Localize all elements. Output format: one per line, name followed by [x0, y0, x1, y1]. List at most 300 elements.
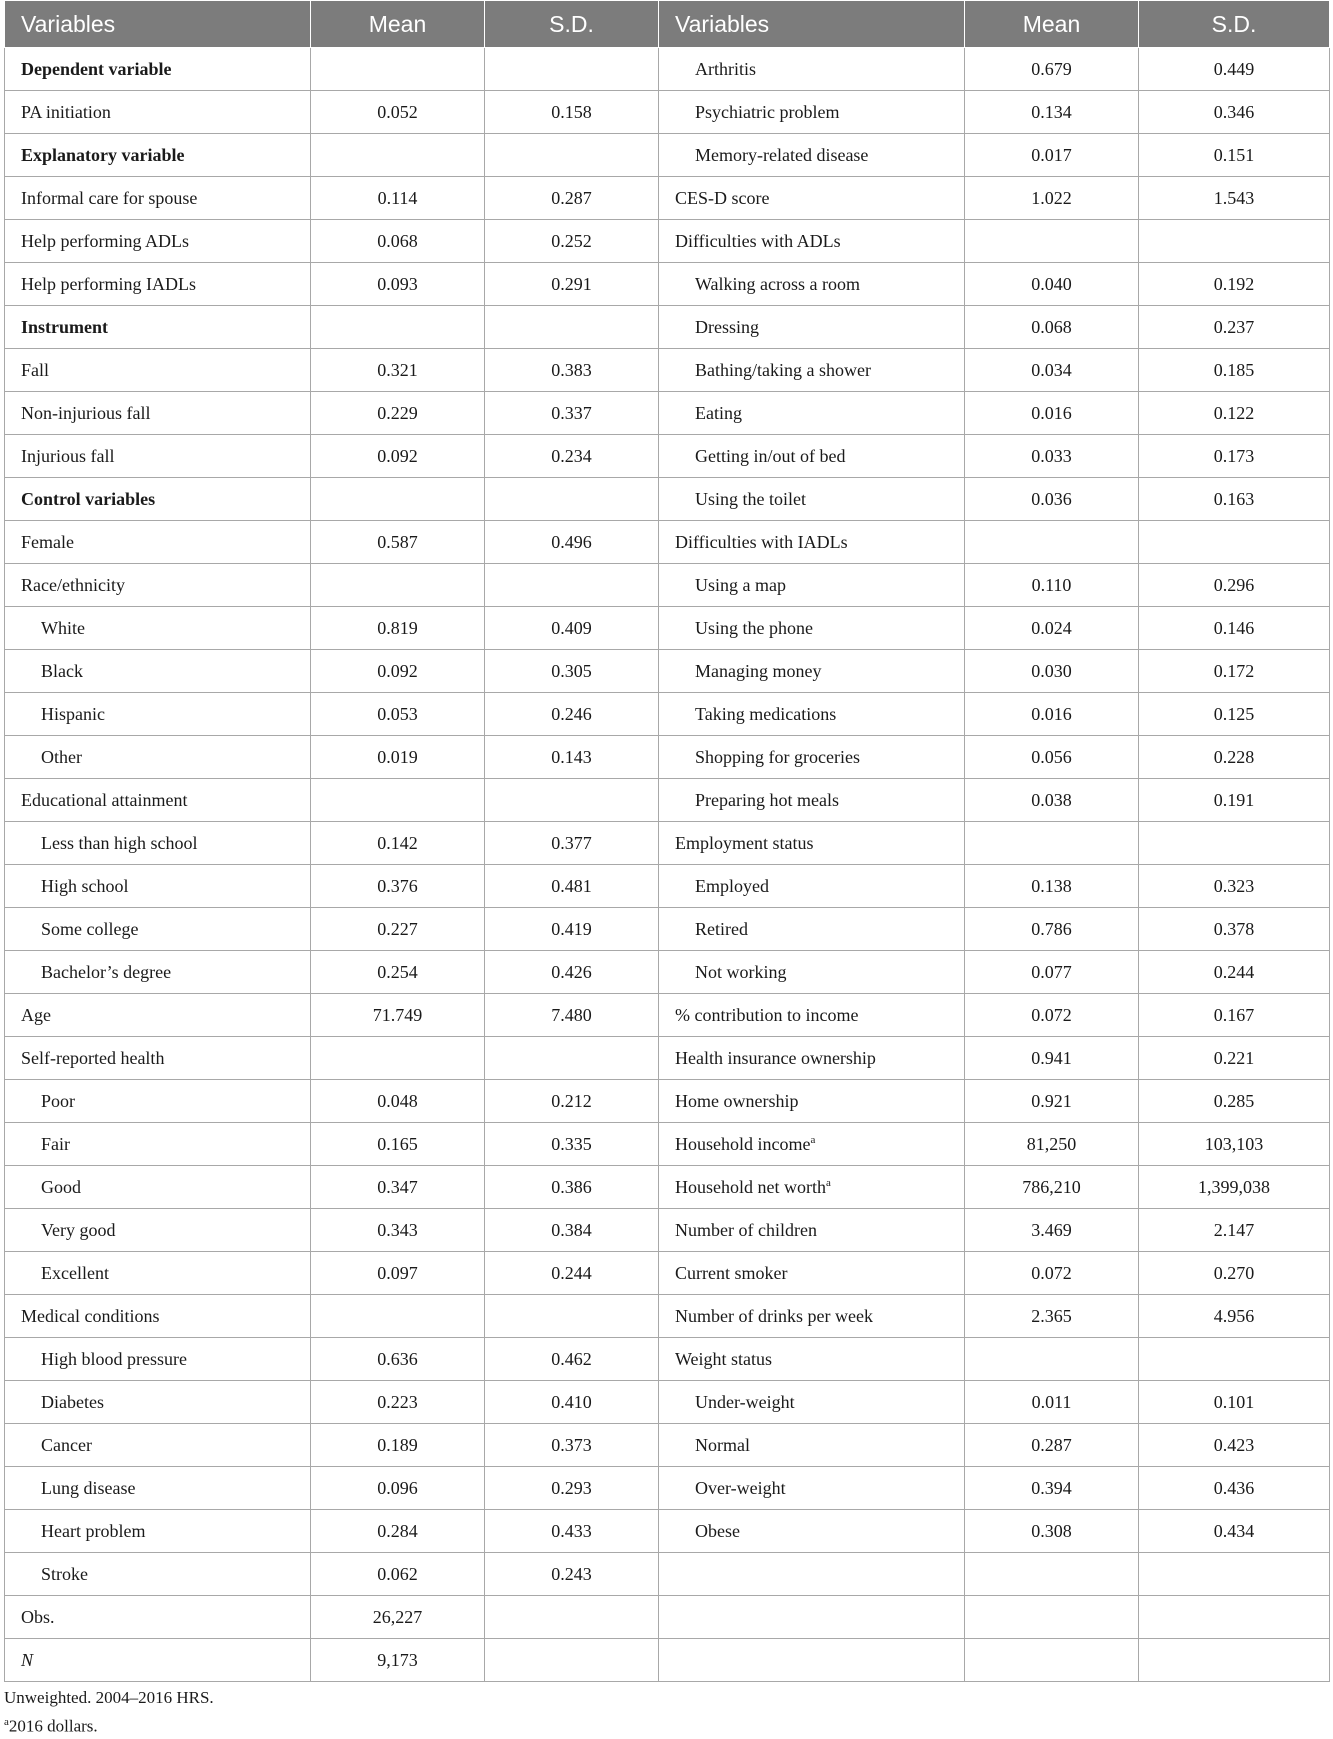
- sd-value-left: 0.384: [485, 1209, 659, 1252]
- variable-label-right: [659, 521, 965, 564]
- variable-label-left: [5, 1123, 311, 1166]
- variable-label-left: [5, 349, 311, 392]
- variable-label-left: [5, 736, 311, 779]
- variable-label-right: [659, 951, 965, 994]
- sd-value-left: [485, 134, 659, 177]
- mean-value-left: 9,173: [311, 1639, 485, 1682]
- sd-value-left: 0.433: [485, 1510, 659, 1553]
- mean-value-right: 0.077: [965, 951, 1139, 994]
- variable-label-left: [5, 435, 311, 478]
- mean-value-left: 0.092: [311, 435, 485, 478]
- sd-value-left: 0.337: [485, 392, 659, 435]
- variable-label-left: [5, 478, 311, 521]
- table-row: [5, 349, 1330, 392]
- variable-label-text: Walking across a room: [695, 273, 861, 294]
- sd-value-left: 0.383: [485, 349, 659, 392]
- footnote-source: Unweighted. 2004–2016 HRS.: [4, 1688, 214, 1707]
- sd-value-right: 4.956: [1139, 1295, 1330, 1338]
- variable-label-right: [659, 994, 965, 1037]
- variable-label-left: [5, 1553, 311, 1596]
- variable-label-right: [659, 91, 965, 134]
- table-row: [5, 1639, 1330, 1682]
- mean-value-left: 0.376: [311, 865, 485, 908]
- mean-value-right: 3.469: [965, 1209, 1139, 1252]
- mean-value-right: 0.017: [965, 134, 1139, 177]
- variable-label-left: [5, 1596, 311, 1639]
- mean-value-left: 0.284: [311, 1510, 485, 1553]
- variable-label-left: [5, 263, 311, 306]
- variable-label-right: [659, 1510, 965, 1553]
- variable-label-left: [5, 1467, 311, 1510]
- variable-label-text: Using the toilet: [695, 488, 806, 509]
- variable-label-left: [5, 822, 311, 865]
- sd-value-left: 0.243: [485, 1553, 659, 1596]
- variable-label-left: [5, 521, 311, 564]
- variable-label-text: Dependent variable: [21, 58, 172, 79]
- variable-label-right: [659, 1338, 965, 1381]
- sd-value-right: 0.191: [1139, 779, 1330, 822]
- footnote-dollars-text: 2016 dollars.: [8, 1716, 98, 1736]
- mean-value-left: [311, 48, 485, 91]
- table-row: [5, 994, 1330, 1037]
- table-row: [5, 1338, 1330, 1381]
- mean-value-right: 0.138: [965, 865, 1139, 908]
- sd-value-left: 0.481: [485, 865, 659, 908]
- variable-label-right: [659, 1639, 965, 1682]
- sd-value-right: [1139, 220, 1330, 263]
- table-row: [5, 1553, 1330, 1596]
- variable-label-right: [659, 435, 965, 478]
- mean-value-right: 0.308: [965, 1510, 1139, 1553]
- mean-value-left: 0.223: [311, 1381, 485, 1424]
- mean-value-right: 0.033: [965, 435, 1139, 478]
- variable-label-left: [5, 1166, 311, 1209]
- table-row: [5, 1037, 1330, 1080]
- sd-value-right: [1139, 1553, 1330, 1596]
- mean-value-left: [311, 779, 485, 822]
- variable-label-text: Poor: [41, 1090, 76, 1111]
- sd-value-left: 0.386: [485, 1166, 659, 1209]
- mean-value-right: [965, 1639, 1139, 1682]
- table-row: [5, 1080, 1330, 1123]
- variable-label-text: Fair: [41, 1133, 70, 1154]
- mean-value-right: 786,210: [965, 1166, 1139, 1209]
- footnote-marker: a: [825, 1176, 831, 1189]
- variable-label-left: [5, 908, 311, 951]
- variable-label-left: [5, 306, 311, 349]
- variable-label-text: Employed: [695, 875, 769, 896]
- variable-label-right: [659, 263, 965, 306]
- variable-label-text: Managing money: [695, 660, 822, 681]
- variable-label-right: [659, 1295, 965, 1338]
- sd-value-left: 0.409: [485, 607, 659, 650]
- variable-label-text: Non-injurious fall: [21, 402, 151, 423]
- mean-value-right: 0.110: [965, 564, 1139, 607]
- variable-label-text: Home ownership: [675, 1090, 799, 1111]
- sd-value-right: 0.270: [1139, 1252, 1330, 1295]
- variable-label-text: Lung disease: [41, 1477, 136, 1498]
- variable-label-left: [5, 1209, 311, 1252]
- footnote-dollars: [4, 1710, 214, 1739]
- mean-value-left: 71.749: [311, 994, 485, 1037]
- variable-label-right: [659, 48, 965, 91]
- mean-value-right: [965, 220, 1139, 263]
- variable-label-text: % contribution to income: [675, 1004, 859, 1025]
- sd-value-right: 0.296: [1139, 564, 1330, 607]
- sd-value-left: 0.410: [485, 1381, 659, 1424]
- variable-label-right: [659, 822, 965, 865]
- header-mean-left: Mean: [311, 1, 485, 48]
- variable-label-text: Retired: [695, 918, 748, 939]
- mean-value-right: 0.016: [965, 392, 1139, 435]
- variable-label-right: [659, 1252, 965, 1295]
- variable-label-text: Normal: [695, 1434, 750, 1455]
- variable-label-right: [659, 478, 965, 521]
- sd-value-left: 0.335: [485, 1123, 659, 1166]
- variable-label-text: Bachelor’s degree: [41, 961, 172, 982]
- variable-label-text: Current smoker: [675, 1262, 788, 1283]
- descriptive-statistics-table: [4, 0, 1330, 1682]
- mean-value-left: [311, 564, 485, 607]
- variable-label-text: PA initiation: [21, 101, 111, 122]
- mean-value-right: 0.394: [965, 1467, 1139, 1510]
- variable-label-left: [5, 1424, 311, 1467]
- table-row: [5, 908, 1330, 951]
- mean-value-left: 0.142: [311, 822, 485, 865]
- variable-label-right: [659, 1209, 965, 1252]
- table-row: [5, 779, 1330, 822]
- variable-label-text: Race/ethnicity: [21, 574, 125, 595]
- mean-value-left: 0.227: [311, 908, 485, 951]
- variable-label-right: [659, 908, 965, 951]
- variable-label-text: Arthritis: [695, 58, 756, 79]
- sd-value-right: 0.228: [1139, 736, 1330, 779]
- sd-value-left: [485, 564, 659, 607]
- variable-label-right: [659, 220, 965, 263]
- variable-label-left: [5, 220, 311, 263]
- sd-value-left: [485, 1639, 659, 1682]
- variable-label-text: Educational attainment: [21, 789, 188, 810]
- variable-label-text: Bathing/taking a shower: [695, 359, 871, 380]
- sd-value-left: [485, 1295, 659, 1338]
- variable-label-right: [659, 1467, 965, 1510]
- mean-value-left: 0.321: [311, 349, 485, 392]
- sd-value-right: 0.151: [1139, 134, 1330, 177]
- sd-value-left: [485, 1596, 659, 1639]
- variable-label-right: [659, 1080, 965, 1123]
- variable-label-text: Memory-related disease: [695, 144, 869, 165]
- variable-label-right: [659, 564, 965, 607]
- variable-label-right: [659, 779, 965, 822]
- variable-label-text: Household net worth: [675, 1176, 826, 1197]
- sd-value-right: 0.434: [1139, 1510, 1330, 1553]
- table-row: [5, 177, 1330, 220]
- header-sd-right: S.D.: [1139, 1, 1330, 48]
- mean-value-right: 0.786: [965, 908, 1139, 951]
- sd-value-right: 0.163: [1139, 478, 1330, 521]
- sd-value-right: 0.378: [1139, 908, 1330, 951]
- mean-value-left: [311, 1295, 485, 1338]
- variable-label-left: [5, 865, 311, 908]
- variable-label-text: Difficulties with ADLs: [675, 230, 841, 251]
- mean-value-right: [965, 1553, 1139, 1596]
- footnote-marker: a: [810, 1133, 816, 1146]
- mean-value-left: 0.068: [311, 220, 485, 263]
- mean-value-right: [965, 1596, 1139, 1639]
- variable-label-right: [659, 650, 965, 693]
- table-row: [5, 134, 1330, 177]
- variable-label-right: [659, 392, 965, 435]
- mean-value-left: [311, 306, 485, 349]
- variable-label-right: [659, 1123, 965, 1166]
- sd-value-right: 0.122: [1139, 392, 1330, 435]
- variable-label-text: Psychiatric problem: [695, 101, 840, 122]
- variable-label-left: [5, 607, 311, 650]
- mean-value-left: [311, 1037, 485, 1080]
- mean-value-left: 0.048: [311, 1080, 485, 1123]
- variable-label-text: Explanatory variable: [21, 144, 185, 165]
- variable-label-text: Taking medications: [695, 703, 837, 724]
- sd-value-left: 0.244: [485, 1252, 659, 1295]
- sd-value-right: [1139, 1338, 1330, 1381]
- sd-value-right: 0.221: [1139, 1037, 1330, 1080]
- variable-label-text: Getting in/out of bed: [695, 445, 846, 466]
- table-footnotes: [4, 1686, 214, 1739]
- variable-label-text: Self-reported health: [21, 1047, 165, 1068]
- table-row: [5, 951, 1330, 994]
- sd-value-right: 0.146: [1139, 607, 1330, 650]
- sd-value-right: 1,399,038: [1139, 1166, 1330, 1209]
- mean-value-left: 26,227: [311, 1596, 485, 1639]
- sd-value-right: 0.244: [1139, 951, 1330, 994]
- table-row: [5, 521, 1330, 564]
- sd-value-left: 0.252: [485, 220, 659, 263]
- variable-label-right: [659, 177, 965, 220]
- mean-value-right: 81,250: [965, 1123, 1139, 1166]
- mean-value-right: [965, 822, 1139, 865]
- table-row: [5, 48, 1330, 91]
- variable-label-left: [5, 693, 311, 736]
- table-row: [5, 1596, 1330, 1639]
- header-variables-left: Variables: [5, 1, 311, 48]
- sd-value-right: [1139, 1639, 1330, 1682]
- table-row: [5, 1424, 1330, 1467]
- table-row: [5, 1510, 1330, 1553]
- sd-value-right: 0.285: [1139, 1080, 1330, 1123]
- variable-label-text: Dressing: [695, 316, 759, 337]
- mean-value-right: 0.134: [965, 91, 1139, 134]
- variable-label-text: Shopping for groceries: [695, 746, 860, 767]
- variable-label-text: Hispanic: [41, 703, 105, 724]
- sd-value-right: [1139, 521, 1330, 564]
- variable-label-text: White: [41, 617, 85, 638]
- variable-label-text: CES-D score: [675, 187, 770, 208]
- table-body: [5, 48, 1330, 1682]
- sd-value-left: 0.373: [485, 1424, 659, 1467]
- variable-label-left: [5, 177, 311, 220]
- table-row: [5, 1295, 1330, 1338]
- variable-label-text: Over-weight: [695, 1477, 786, 1498]
- mean-value-right: 1.022: [965, 177, 1139, 220]
- variable-label-left: [5, 392, 311, 435]
- table-row: [5, 607, 1330, 650]
- mean-value-left: 0.343: [311, 1209, 485, 1252]
- variable-label-left: [5, 1252, 311, 1295]
- variable-label-text: Some college: [41, 918, 139, 939]
- variable-label-text: N: [21, 1649, 34, 1670]
- variable-label-left: [5, 1510, 311, 1553]
- variable-label-right: [659, 349, 965, 392]
- variable-label-right: [659, 134, 965, 177]
- variable-label-text: Number of drinks per week: [675, 1305, 873, 1326]
- table-row: [5, 1252, 1330, 1295]
- sd-value-left: 0.377: [485, 822, 659, 865]
- variable-label-text: Number of children: [675, 1219, 817, 1240]
- sd-value-left: [485, 306, 659, 349]
- sd-value-left: 0.462: [485, 1338, 659, 1381]
- mean-value-right: 0.011: [965, 1381, 1139, 1424]
- variable-label-text: Not working: [695, 961, 787, 982]
- mean-value-right: 0.921: [965, 1080, 1139, 1123]
- sd-value-right: 0.173: [1139, 435, 1330, 478]
- variable-label-left: [5, 779, 311, 822]
- sd-value-left: 0.419: [485, 908, 659, 951]
- sd-value-left: 0.143: [485, 736, 659, 779]
- sd-value-right: 0.192: [1139, 263, 1330, 306]
- variable-label-left: [5, 91, 311, 134]
- sd-value-right: 0.125: [1139, 693, 1330, 736]
- variable-label-right: [659, 736, 965, 779]
- mean-value-left: [311, 134, 485, 177]
- mean-value-left: 0.097: [311, 1252, 485, 1295]
- variable-label-text: Cancer: [41, 1434, 92, 1455]
- sd-value-left: 0.158: [485, 91, 659, 134]
- table-row: [5, 91, 1330, 134]
- variable-label-left: [5, 1080, 311, 1123]
- mean-value-right: 0.072: [965, 1252, 1139, 1295]
- mean-value-right: 0.056: [965, 736, 1139, 779]
- table-row: [5, 736, 1330, 779]
- sd-value-left: 0.496: [485, 521, 659, 564]
- variable-label-text: Black: [41, 660, 83, 681]
- mean-value-left: 0.587: [311, 521, 485, 564]
- variable-label-text: Difficulties with IADLs: [675, 531, 848, 552]
- sd-value-right: 0.423: [1139, 1424, 1330, 1467]
- table-row: [5, 435, 1330, 478]
- sd-value-left: 0.305: [485, 650, 659, 693]
- table-row: [5, 693, 1330, 736]
- mean-value-left: 0.819: [311, 607, 485, 650]
- variable-label-text: Help performing ADLs: [21, 230, 189, 251]
- variable-label-left: [5, 1295, 311, 1338]
- variable-label-text: Diabetes: [41, 1391, 104, 1412]
- mean-value-left: 0.165: [311, 1123, 485, 1166]
- variable-label-text: Instrument: [21, 316, 109, 337]
- sd-value-right: 1.543: [1139, 177, 1330, 220]
- table-row: [5, 1467, 1330, 1510]
- mean-value-left: 0.019: [311, 736, 485, 779]
- mean-value-left: 0.053: [311, 693, 485, 736]
- variable-label-left: [5, 1338, 311, 1381]
- variable-label-left: [5, 994, 311, 1037]
- mean-value-left: 0.254: [311, 951, 485, 994]
- sd-value-right: [1139, 822, 1330, 865]
- header-sd-left: S.D.: [485, 1, 659, 48]
- sd-value-right: 0.436: [1139, 1467, 1330, 1510]
- mean-value-left: 0.052: [311, 91, 485, 134]
- variable-label-right: [659, 1037, 965, 1080]
- mean-value-left: 0.092: [311, 650, 485, 693]
- mean-value-left: 0.229: [311, 392, 485, 435]
- variable-label-left: [5, 1037, 311, 1080]
- variable-label-text: Less than high school: [41, 832, 198, 853]
- mean-value-right: 0.679: [965, 48, 1139, 91]
- mean-value-right: 0.068: [965, 306, 1139, 349]
- sd-value-right: 103,103: [1139, 1123, 1330, 1166]
- variable-label-right: [659, 1424, 965, 1467]
- table-row: [5, 865, 1330, 908]
- mean-value-right: 0.941: [965, 1037, 1139, 1080]
- variable-label-right: [659, 306, 965, 349]
- mean-value-left: 0.096: [311, 1467, 485, 1510]
- sd-value-left: [485, 779, 659, 822]
- variable-label-text: Obs.: [21, 1606, 55, 1627]
- variable-label-text: Employment status: [675, 832, 814, 853]
- mean-value-right: 2.365: [965, 1295, 1139, 1338]
- table-row: [5, 478, 1330, 521]
- variable-label-right: [659, 1166, 965, 1209]
- sd-value-right: 0.167: [1139, 994, 1330, 1037]
- variable-label-text: Female: [21, 531, 74, 552]
- sd-value-left: [485, 1037, 659, 1080]
- sd-value-left: 7.480: [485, 994, 659, 1037]
- mean-value-right: 0.287: [965, 1424, 1139, 1467]
- mean-value-right: 0.040: [965, 263, 1139, 306]
- variable-label-text: Weight status: [675, 1348, 773, 1369]
- variable-label-left: [5, 951, 311, 994]
- sd-value-right: [1139, 1596, 1330, 1639]
- variable-label-text: Medical conditions: [21, 1305, 160, 1326]
- variable-label-text: Health insurance ownership: [675, 1047, 876, 1068]
- table-row: [5, 306, 1330, 349]
- variable-label-text: Fall: [21, 359, 50, 380]
- table-row: [5, 1123, 1330, 1166]
- variable-label-text: Household income: [675, 1133, 811, 1154]
- variable-label-right: [659, 1381, 965, 1424]
- sd-value-right: 0.323: [1139, 865, 1330, 908]
- variable-label-text: Very good: [41, 1219, 116, 1240]
- variable-label-right: [659, 865, 965, 908]
- table-row: [5, 1209, 1330, 1252]
- variable-label-right: [659, 607, 965, 650]
- sd-value-right: 0.172: [1139, 650, 1330, 693]
- mean-value-right: 0.024: [965, 607, 1139, 650]
- sd-value-left: 0.426: [485, 951, 659, 994]
- mean-value-left: 0.062: [311, 1553, 485, 1596]
- variable-label-left: [5, 48, 311, 91]
- sd-value-right: 2.147: [1139, 1209, 1330, 1252]
- variable-label-text: Using the phone: [695, 617, 813, 638]
- variable-label-left: [5, 564, 311, 607]
- variable-label-left: [5, 134, 311, 177]
- mean-value-left: 0.347: [311, 1166, 485, 1209]
- sd-value-right: 0.237: [1139, 306, 1330, 349]
- variable-label-text: Injurious fall: [21, 445, 115, 466]
- mean-value-left: [311, 478, 485, 521]
- table-row: [5, 392, 1330, 435]
- variable-label-text: Age: [21, 1004, 51, 1025]
- variable-label-text: Under-weight: [695, 1391, 795, 1412]
